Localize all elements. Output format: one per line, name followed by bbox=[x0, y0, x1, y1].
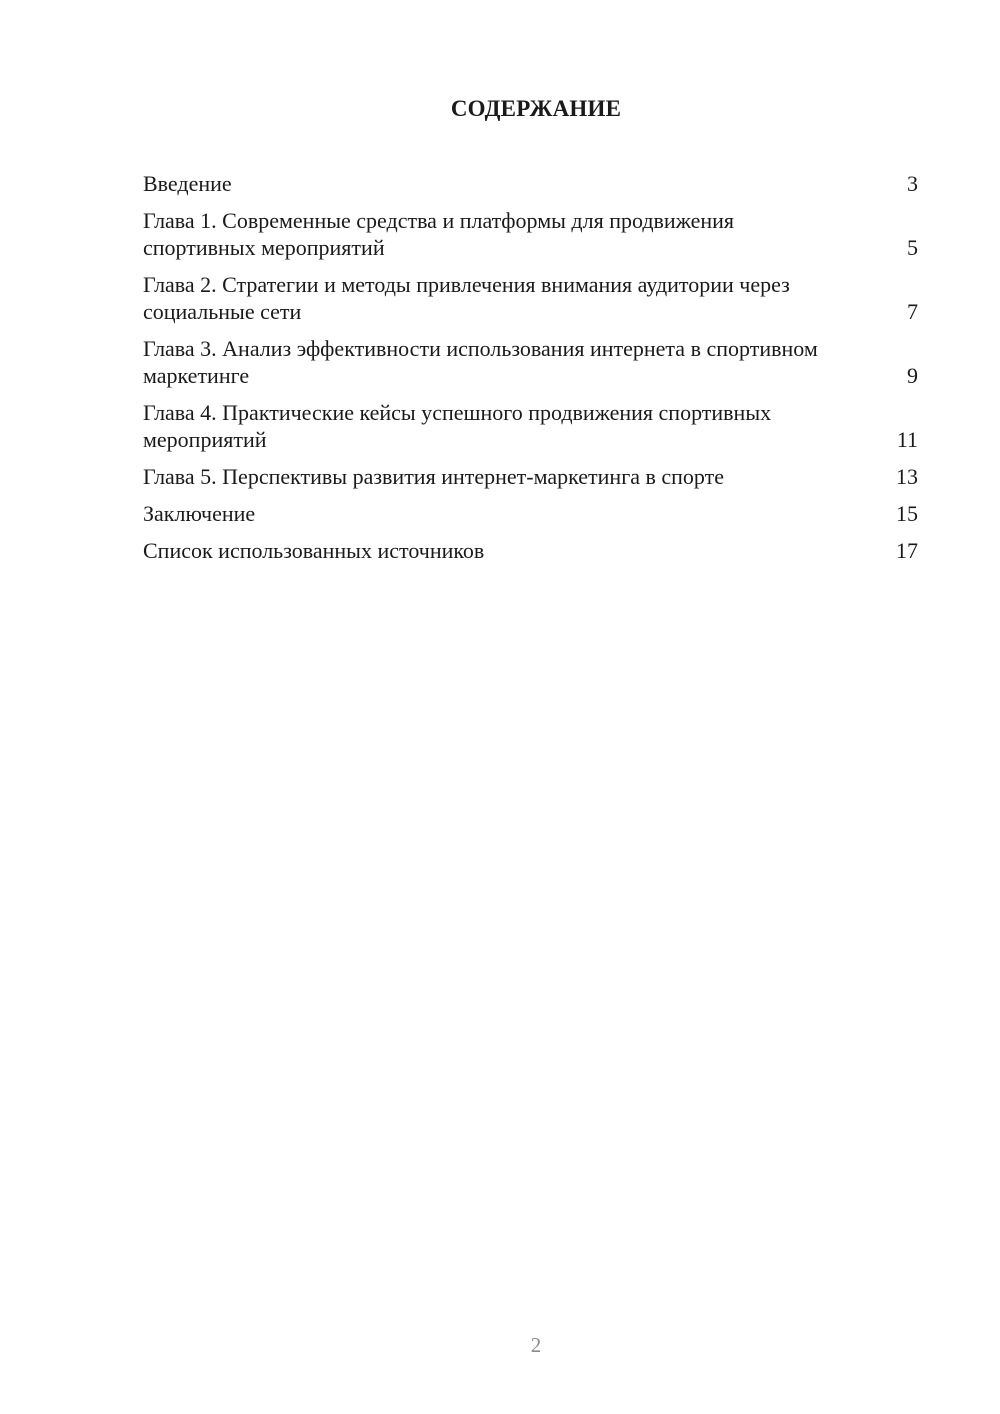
toc-entry-page: 3 bbox=[907, 171, 918, 196]
toc-entry-page: 15 bbox=[896, 501, 918, 526]
toc-entry-page: 17 bbox=[896, 538, 918, 563]
toc-entry-page: 9 bbox=[907, 363, 918, 388]
toc-entry-chapter-1[interactable] bbox=[143, 207, 918, 261]
toc-entry-label: Список использованных источников bbox=[143, 538, 485, 563]
toc-entry-label: Глава 5. Перспективы развития интернет-маркетинга в спорте bbox=[143, 464, 725, 489]
toc-entry-chapter-2[interactable] bbox=[143, 271, 918, 325]
toc-entry-conclusion[interactable] bbox=[143, 500, 918, 527]
toc-entry-chapter-3[interactable] bbox=[143, 335, 918, 389]
toc-entry-references[interactable] bbox=[143, 537, 918, 564]
toc-entry-page: 5 bbox=[907, 235, 918, 260]
toc-entry-chapter-4[interactable] bbox=[143, 399, 918, 453]
toc-entry-label: Глава 3. Анализ эффективности использования интернета в спортивном маркетинге bbox=[143, 336, 818, 388]
table-of-contents bbox=[143, 170, 918, 574]
toc-entry-introduction[interactable] bbox=[143, 170, 918, 197]
toc-entry-page: 7 bbox=[907, 299, 918, 324]
toc-entry-chapter-5[interactable] bbox=[143, 463, 918, 490]
toc-entry-label: Глава 1. Современные средства и платформы для продвижения спортивных мероприятий bbox=[143, 208, 735, 260]
toc-entry-label: Глава 4. Практические кейсы успешного продвижения спортивных мероприятий bbox=[143, 400, 772, 452]
toc-entry-label: Введение bbox=[143, 171, 232, 196]
toc-entry-page: 11 bbox=[896, 427, 918, 452]
page-number: 2 bbox=[530, 1333, 542, 1357]
toc-title: СОДЕРЖАНИЕ bbox=[450, 96, 622, 121]
toc-entry-page: 13 bbox=[896, 464, 918, 489]
toc-entry-label: Глава 2. Стратегии и методы привлечения внимания аудитории через социальные сети bbox=[143, 272, 790, 324]
toc-entry-label: Заключение bbox=[143, 501, 256, 526]
